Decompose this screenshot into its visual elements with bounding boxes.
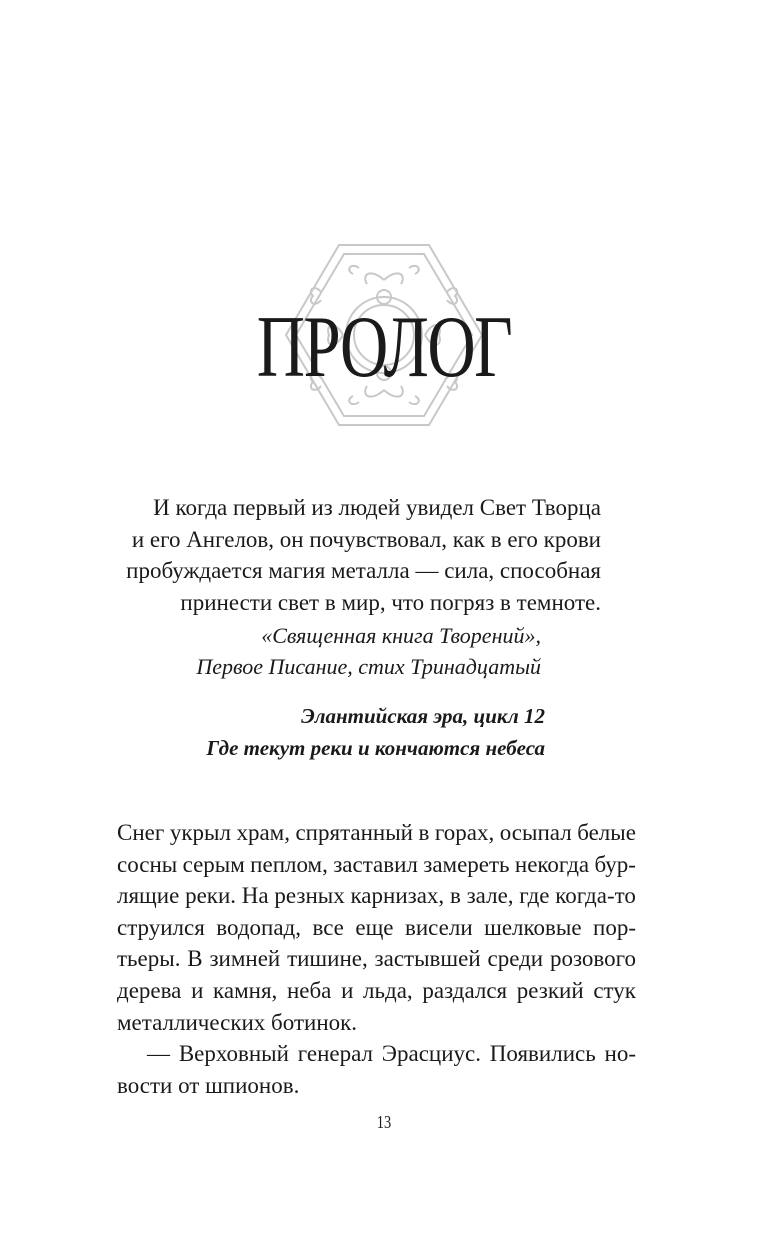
body-word: раздался (422, 977, 508, 1003)
page-number: 13 (376, 1112, 392, 1132)
body-word: водопад, (216, 914, 301, 940)
epigraph-source (100, 620, 541, 682)
body-line (117, 817, 636, 849)
body-word: тьеры. (117, 946, 181, 972)
body-line (117, 1038, 636, 1070)
body-word: карнизах, (350, 883, 445, 909)
body-word: пеплом, (250, 851, 328, 877)
body-word: зале, (466, 883, 514, 909)
epigraph (100, 492, 601, 618)
body-word: некогда (514, 851, 590, 877)
epigraph-line: принести свет в мир, что погряз в темноте. (180, 589, 601, 615)
body-word: храм, (236, 820, 290, 845)
body-line (117, 849, 636, 881)
body-word: Эрасциус. (381, 1041, 481, 1067)
body-line (117, 943, 636, 975)
epigraph-line: И когда первый из людей увидел Свет Творца (153, 495, 601, 520)
body-word: осыпал (499, 820, 572, 845)
body-word: среди (487, 946, 544, 972)
body-word: и (191, 977, 204, 1003)
body-word: зимней (209, 946, 281, 972)
epigraph-source-line: «Священная книга Творений», (261, 623, 541, 648)
body-word: и (341, 977, 354, 1003)
body-word: На (241, 883, 269, 909)
body-word: металлических ботинок. (117, 1009, 358, 1035)
body-word: белые (577, 820, 636, 845)
body-word: резных (274, 883, 345, 909)
body-word: серым (182, 851, 245, 877)
body-word: все (312, 914, 344, 940)
body-word: струился (117, 914, 205, 940)
body-word: где (519, 883, 550, 909)
body-word: тишине, (287, 946, 368, 972)
body-word: сосны (117, 851, 178, 877)
body-word: укрыл (169, 820, 231, 845)
body-word: розового (549, 946, 636, 972)
body-word: в (449, 883, 461, 909)
body-line (117, 880, 636, 912)
setting-heading (100, 701, 545, 764)
body-word: льда, (363, 977, 413, 1003)
body-word: лящие (117, 883, 180, 909)
chapter-title: ПРОЛОГ (256, 299, 512, 396)
body-word: в (418, 820, 430, 845)
body-word: В (187, 946, 203, 972)
body-word: когда-то (555, 883, 636, 909)
body-word: горах, (434, 820, 495, 845)
body-word: Снег (117, 820, 165, 845)
body-word: Появились (489, 1041, 596, 1067)
body-line (117, 912, 636, 944)
body-word: камня, (213, 977, 278, 1003)
body-word: висели (404, 914, 473, 940)
body-word: резкий (516, 977, 584, 1003)
body-word: вости от шпионов. (117, 1072, 300, 1098)
body-word: но- (604, 1041, 636, 1067)
epigraph-line: пробуждается магия металла — сила, способная (126, 558, 601, 583)
body-word: еще (355, 914, 394, 940)
body-word: заставил (333, 851, 418, 877)
body-paragraph (117, 817, 636, 1038)
body-word: генерал (297, 1041, 373, 1067)
body-line (117, 975, 636, 1007)
body-paragraph (117, 1038, 636, 1101)
body-word: — (147, 1041, 170, 1067)
body-word: стук (593, 977, 636, 1003)
body-word: реки. (185, 883, 237, 909)
epigraph-source-line: Первое Писание, стих Тринадцатый (196, 654, 541, 679)
body-line (117, 1007, 636, 1039)
body-word: дерева (117, 977, 182, 1003)
setting-line: Элантийская эра, цикл 12 (301, 704, 545, 728)
body-word: шелковые (484, 914, 582, 940)
body-word: спрятанный (295, 820, 413, 845)
body-word: Верховный (178, 1041, 289, 1067)
body-text (117, 817, 636, 1101)
epigraph-line: и его Ангелов, он почувствовал, как в его крови (131, 526, 601, 552)
body-word: неба (286, 977, 332, 1003)
setting-line: Где текут реки и кончаются небеса (206, 735, 545, 760)
body-word: пор- (593, 914, 636, 940)
body-word: бур- (594, 851, 636, 877)
body-line (117, 1070, 636, 1102)
body-word: замереть (423, 851, 510, 877)
body-word: застывшей (374, 946, 481, 972)
